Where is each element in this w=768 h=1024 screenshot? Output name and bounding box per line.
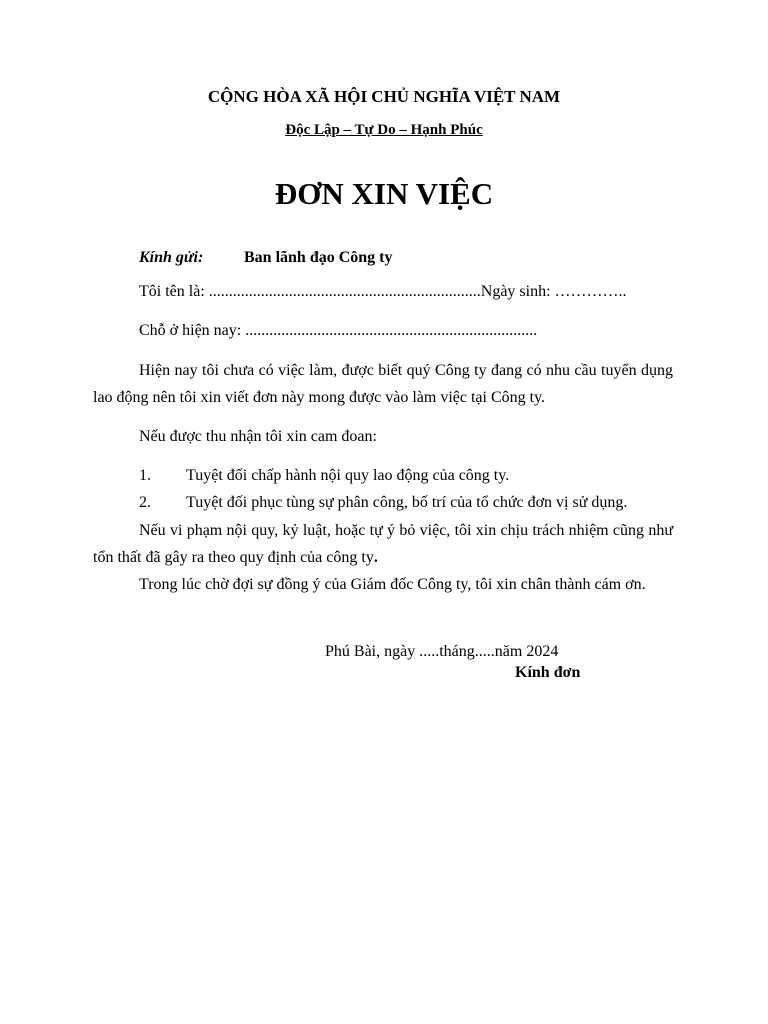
document-title: ĐƠN XIN VIỆC (274, 176, 494, 211)
list-item-number: 1. (139, 467, 151, 484)
list-item: Tuyệt đối phục tùng sự phân công, bố trí của tổ chức đơn vị sử dụng. (186, 494, 628, 511)
pledge-intro: Nếu được thu nhận tôi xin cam đoan: (139, 428, 377, 445)
name-birthdate-line: Tôi tên là: ....................................................................Ngày sinh: ………….. (139, 283, 627, 300)
recipient-label: Kính gửi: (139, 249, 204, 266)
address-line: Chỗ ở hiện nay: ......................................................................... (139, 322, 538, 339)
commitment-text: Nếu vi phạm nội quy, kỷ luật, hoặc tự ý bỏ việc, tôi xin chịu trách nhiệm cũng như tổn thất đã gây ra theo quy định của công ty (93, 522, 673, 566)
list-item: Tuyệt đối chấp hành nội quy lao động của công ty. (186, 467, 510, 484)
place-date: Phú Bài, ngày .....tháng.....năm 2024 (325, 643, 559, 660)
motto-header: Độc Lập – Tự Do – Hạnh Phúc (285, 122, 483, 138)
list-item-number: 2. (139, 494, 151, 511)
signoff: Kính đơn (515, 664, 581, 681)
commitment-paragraph (93, 517, 673, 571)
recipient-value: Ban lãnh đạo Công ty (244, 249, 393, 266)
closing-paragraph: Trong lúc chờ đợi sự đồng ý của Giám đốc Công ty, tôi xin chân thành cám ơn. (139, 576, 646, 593)
nation-header: CỘNG HÒA XÃ HỘI CHỦ NGHĨA VIỆT NAM (207, 87, 561, 106)
commitment-period: . (373, 549, 378, 566)
intro-paragraph: Hiện nay tôi chưa có việc làm, được biết quý Công ty đang có nhu cầu tuyển dụng lao động nên tôi xin viết đơn này mong được vào làm việc tại Công ty. (93, 362, 673, 406)
